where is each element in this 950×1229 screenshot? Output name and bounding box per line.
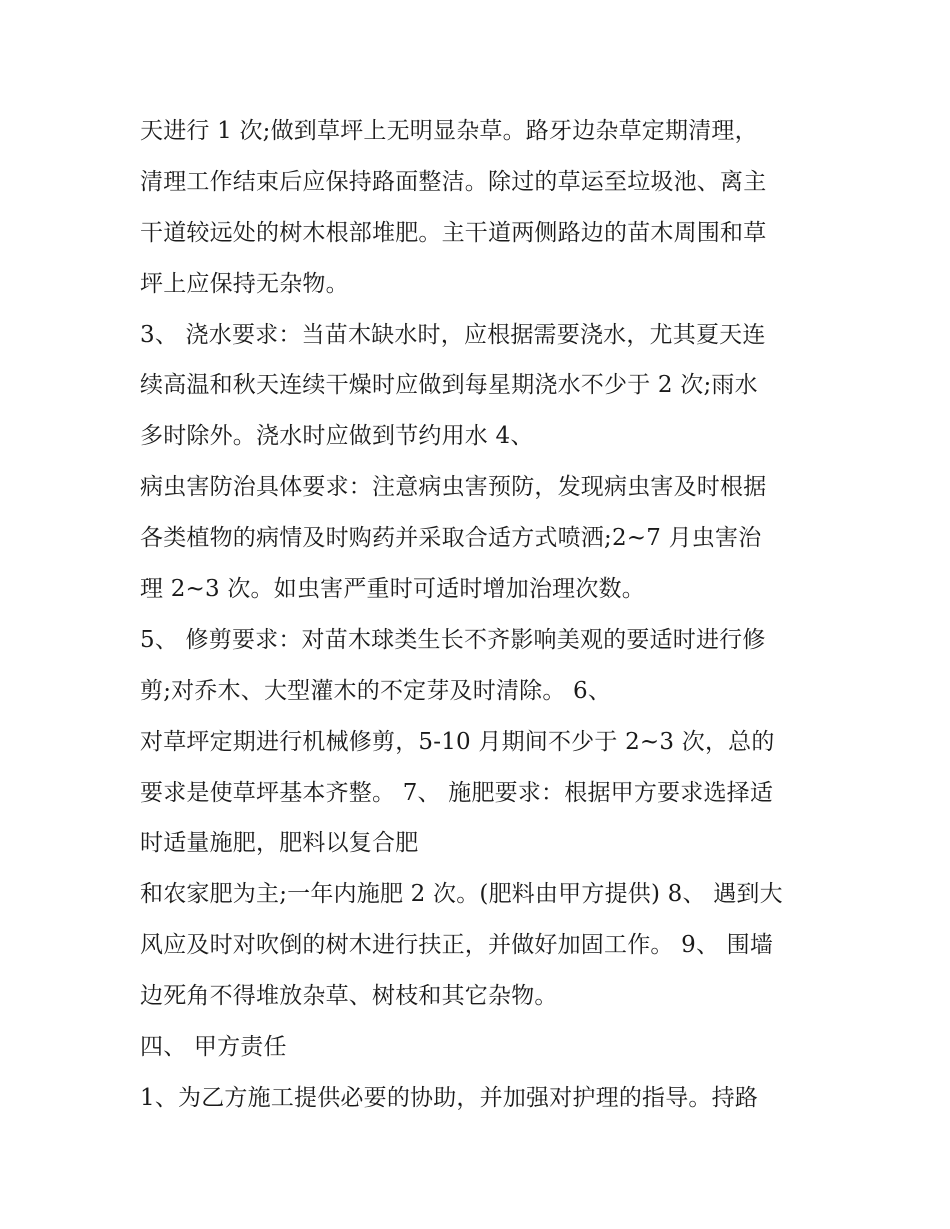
text-line: 要求是使草坪基本齐整。 7、 施肥要求：根据甲方要求选择适 xyxy=(140,779,774,806)
document-body xyxy=(140,106,830,1124)
text-line: 5、 修剪要求：对苗木球类生长不齐影响美观的要适时进行修 xyxy=(140,626,766,653)
text-line: 3、 浇水要求：当苗木缺水时，应根据需要浇水，尤其夏天连 xyxy=(140,321,766,348)
text-line: 边死角不得堆放杂草、树枝和其它杂物。 xyxy=(140,983,558,1010)
text-line: 时适量施肥，肥料以复合肥 xyxy=(140,830,419,857)
text-line: 病虫害防治具体要求：注意病虫害预防，发现病虫害及时根据 xyxy=(140,474,767,501)
text-line: 坪上应保持无杂物。 xyxy=(140,270,349,297)
text-line: 干道较远处的树木根部堆肥。主干道两侧路边的苗木周围和草 xyxy=(140,219,767,246)
text-line: 理 2~3 次。如虫害严重时可适时增加治理次数。 xyxy=(140,576,645,603)
text-line: 各类植物的病情及时购药并采取合适方式喷洒;2~7 月虫害治 xyxy=(140,525,762,552)
text-line: 天进行 1 次;做到草坪上无明显杂草。路牙边杂草定期清理， xyxy=(140,118,758,144)
text-line: 和农家肥为主;一年内施肥 2 次。(肥料由甲方提供) 8、 遇到大 xyxy=(140,881,783,908)
text-line: 多时除外。浇水时应做到节约用水 4、 xyxy=(140,423,534,450)
text-line: 1、为乙方施工提供必要的协助，并加强对护理的指导。持路 xyxy=(140,1084,759,1111)
text-line: 对草坪定期进行机械修剪，5-10 月期间不少于 2~3 次，总的 xyxy=(140,728,775,755)
text-line: 剪;对乔木、大型灌木的不定芽及时清除。 6、 xyxy=(140,677,612,704)
text-line: 清理工作结束后应保持路面整洁。除过的草运至垃圾池、离主 xyxy=(140,168,767,195)
text-line: 续高温和秋天连续干燥时应做到每星期浇水不少于 2 次;雨水 xyxy=(140,372,758,399)
text-line: 风应及时对吹倒的树木进行扶正，并做好加固工作。 9、 围墙 xyxy=(140,932,774,959)
section-heading: 四、 甲方责任 xyxy=(140,1034,287,1061)
